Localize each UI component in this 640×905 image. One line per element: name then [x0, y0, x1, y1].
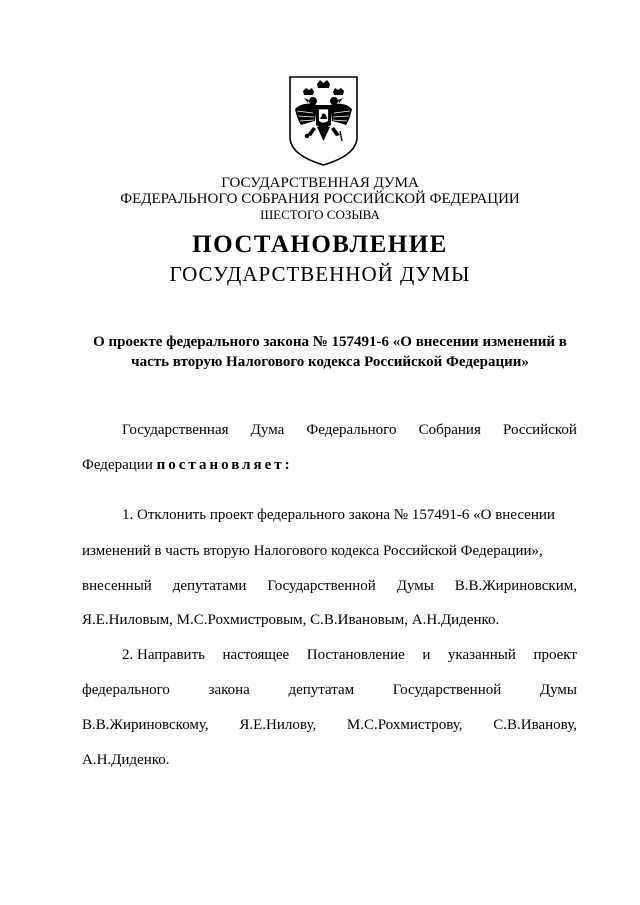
item1-word: Государственной [267, 578, 376, 594]
intro-line-2 [82, 456, 293, 474]
item1-word: Думы [396, 578, 434, 594]
intro-word: Собрания [418, 422, 481, 438]
header-line-3: ШЕСТОГО СОЗЫВА [260, 207, 380, 222]
intro-word: Государственная [122, 422, 229, 438]
item2-word: закона [208, 682, 250, 698]
item2-line-2 [82, 681, 577, 699]
intro-word: Дума [250, 422, 285, 438]
item2-word: В.В.Жириновскому, [82, 717, 209, 733]
item2-word: проект [533, 647, 577, 663]
item2-word: Государственной [392, 682, 502, 698]
document-subtitle: ГОСУДАРСТВЕННОЙ ДУМЫ [169, 262, 471, 286]
item2-word: федерального [82, 682, 170, 698]
item2-word: Думы [539, 682, 577, 698]
item2-word: С.В.Иванову, [493, 717, 577, 733]
intro-word: Федерального [306, 422, 397, 438]
item2-line-1 [122, 646, 577, 664]
intro-line-1 [122, 421, 577, 439]
item2-word: Я.Е.Нилову, [239, 717, 317, 733]
header-line-1: ГОСУДАРСТВЕННАЯ ДУМА [221, 175, 419, 191]
item2-word: М.С.Рохмистрову, [346, 717, 463, 733]
document-title: ПОСТАНОВЛЕНИЕ [192, 231, 448, 258]
item1-line-2: изменений в часть вторую Налогового кодекса Российской Федерации», [82, 543, 543, 559]
header-line-2: ФЕДЕРАЛЬНОГО СОБРАНИЯ РОССИЙСКОЙ ФЕДЕРАЦИИ [120, 191, 520, 207]
item2-word: депутатам [288, 682, 355, 698]
item2-word: 2. Направить [122, 647, 205, 663]
item2-word: настоящее [222, 647, 290, 663]
item1-line-1: 1. Отклонить проект федерального закона № 157491-6 «О внесении [122, 507, 555, 523]
item2-word: и [422, 647, 431, 663]
item2-line-3 [82, 716, 577, 734]
document-subject [60, 332, 600, 372]
item1-word: депутатами [172, 578, 247, 594]
item1-word: внесенный [82, 578, 152, 594]
coat-of-arms-icon [287, 75, 360, 167]
subject-line-2: часть вторую Налогового кодекса Российской Федерации» [131, 354, 529, 370]
item1-line-3 [82, 577, 577, 595]
resolution-verb: постановляет: [156, 457, 293, 473]
item1-word: В.В.Жириновским, [454, 578, 577, 594]
item2-word: Постановление [306, 647, 405, 663]
item2-word: указанный [447, 647, 516, 663]
intro-text: Федерации [82, 457, 153, 473]
intro-word: Российской [503, 422, 577, 438]
item2-line-4: А.Н.Диденко. [82, 752, 170, 768]
item1-line-4: Я.Е.Ниловым, М.С.Рохмистровым, С.В.Ивановым, А.Н.Диденко. [82, 612, 500, 628]
subject-line-1: О проекте федерального закона № 157491-6 «О внесении изменений в [93, 334, 567, 350]
